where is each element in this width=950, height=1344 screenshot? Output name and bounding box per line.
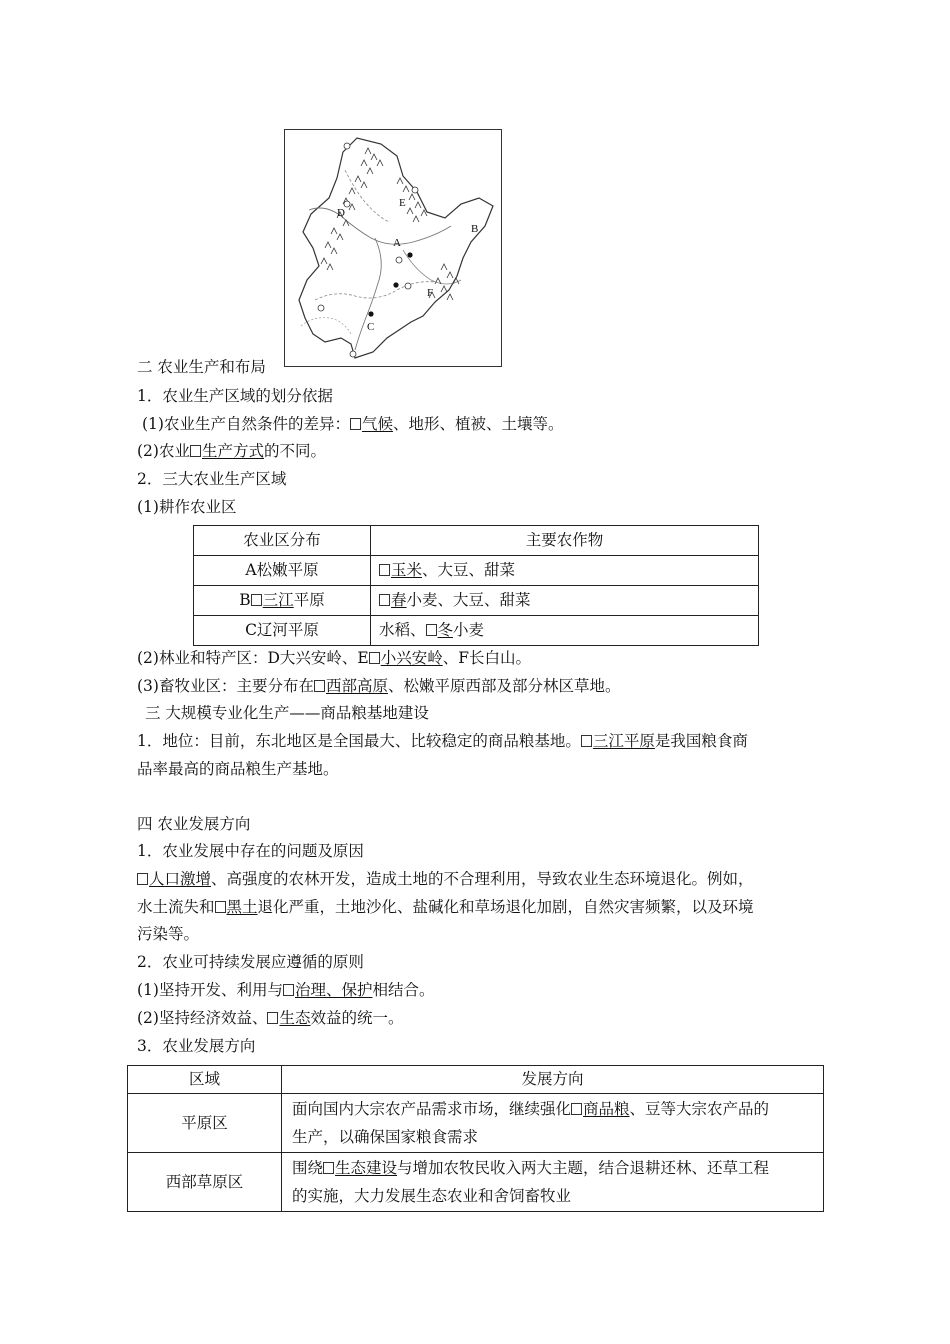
table-header-row bbox=[194, 526, 759, 556]
s4-para-1: 人口激增、高强度的农林开发，造成土地的不合理利用，导致农业生态环境退化。例如， bbox=[137, 869, 754, 889]
s4-para-1c: 污染等。 bbox=[137, 925, 200, 943]
cell-region: 西部草原区 bbox=[128, 1153, 282, 1212]
river-3 bbox=[315, 282, 435, 300]
city-ring-1 bbox=[344, 143, 350, 149]
header-direction: 发展方向 bbox=[282, 1066, 824, 1094]
city-ring-2 bbox=[412, 187, 418, 193]
northeast-china-map bbox=[284, 129, 502, 367]
table-row bbox=[194, 616, 759, 646]
s2-forest: (2)林业和特产区：D大兴安岭、E 小兴安岭、F长白山。 bbox=[137, 649, 531, 667]
map-label-e: E bbox=[399, 197, 406, 209]
header-region: 区域 bbox=[128, 1066, 282, 1094]
cell-area: C辽河平原 bbox=[194, 616, 371, 646]
table-header-row bbox=[128, 1066, 824, 1094]
cell-area: A松嫩平原 bbox=[194, 556, 371, 586]
header-area: 农业区分布 bbox=[194, 526, 371, 556]
answer-climate: 气候 bbox=[361, 415, 393, 433]
table-row bbox=[194, 556, 759, 586]
city-ring-6 bbox=[318, 305, 324, 311]
s2-para-1: (1)农业生产自然条件的差异： 气候、地形、植被、土壤等。 bbox=[142, 415, 564, 433]
cell-direction: 围绕 生态建设与增加农牧民收入两大主题，结合退耕还林、还草工程 的实施，大力发展生态农业和舍饲畜牧业 bbox=[282, 1153, 824, 1212]
cell-area: B 三江平原 bbox=[194, 586, 371, 616]
city-dot-mid bbox=[393, 282, 398, 287]
table-row bbox=[128, 1094, 824, 1153]
map-label-c: C bbox=[367, 321, 375, 333]
development-direction-table bbox=[127, 1065, 824, 1212]
city-ring-4 bbox=[396, 257, 402, 263]
table-row bbox=[194, 586, 759, 616]
s2-heading-2: 2．三大农业生产区域 bbox=[137, 470, 287, 488]
s4-para-1b: 水土流失和 黑土退化严重，土地沙化、盐碱化和草场退化加剧，自然灾害频繁，以及环境 bbox=[137, 898, 754, 916]
s4-heading-3: 3．农业发展方向 bbox=[137, 1037, 256, 1055]
cell-crops: 水稻、 冬小麦 bbox=[371, 616, 759, 646]
river-5 bbox=[345, 170, 389, 222]
mountain-symbols bbox=[321, 148, 459, 300]
answer-production-mode: 生产方式 bbox=[201, 442, 264, 460]
s3-para-cont: 品率最高的商品粮生产基地。 bbox=[137, 760, 339, 778]
city-ring-5 bbox=[405, 283, 411, 289]
map-svg bbox=[285, 130, 501, 366]
header-crops: 主要农作物 bbox=[371, 526, 759, 556]
s4-rule-2: (2)坚持经济效益、 生态效益的统一。 bbox=[137, 1009, 404, 1027]
table-row bbox=[128, 1153, 824, 1212]
cell-crops: 玉米、大豆、甜菜 bbox=[371, 556, 759, 586]
cell-crops: 春小麦、大豆、甜菜 bbox=[371, 586, 759, 616]
map-label-b: B bbox=[471, 223, 479, 235]
s2-sub-1: (1)耕作农业区 bbox=[137, 498, 237, 516]
map-label-d: D bbox=[337, 207, 345, 219]
river-2 bbox=[355, 238, 381, 350]
city-dot-c bbox=[368, 311, 373, 316]
s2-animal: (3)畜牧业区：主要分布在 西部高原、松嫩平原西部及部分林区草地。 bbox=[137, 677, 621, 695]
city-ring-7 bbox=[350, 351, 356, 357]
s3-para: 1．地位：目前，东北地区是全国最大、比较稳定的商品粮基地。 三江平原是我国粮食商 bbox=[137, 732, 748, 750]
s4-heading-1: 1．农业发展中存在的问题及原因 bbox=[137, 842, 364, 860]
map-label-f: F bbox=[427, 287, 434, 299]
s2-heading-1: 1．农业生产区域的划分依据 bbox=[137, 387, 333, 405]
cell-region: 平原区 bbox=[128, 1094, 282, 1153]
s2-para-2: (2)农业 生产方式的不同。 bbox=[137, 442, 326, 460]
blank-box bbox=[350, 418, 361, 430]
blank-box bbox=[190, 445, 201, 457]
map-label-a: A bbox=[393, 237, 401, 249]
section-2-title: 二 农业生产和布局 bbox=[137, 358, 266, 376]
city-dot-a bbox=[407, 252, 412, 257]
s4-heading-2: 2．农业可持续发展应遵循的原则 bbox=[137, 953, 364, 971]
section-4-title: 四 农业发展方向 bbox=[137, 815, 251, 833]
cell-direction: 面向国内大宗农产品需求市场，继续强化 商品粮、豆等大宗农产品的 生产，以确保国家粮食需求 bbox=[282, 1094, 824, 1153]
section-3-title: 三 大规模专业化生产——商品粮基地建设 bbox=[145, 704, 429, 722]
farming-area-table bbox=[193, 525, 759, 646]
s4-rule-1: (1)坚持开发、利用与 治理、保护相结合。 bbox=[137, 981, 435, 999]
